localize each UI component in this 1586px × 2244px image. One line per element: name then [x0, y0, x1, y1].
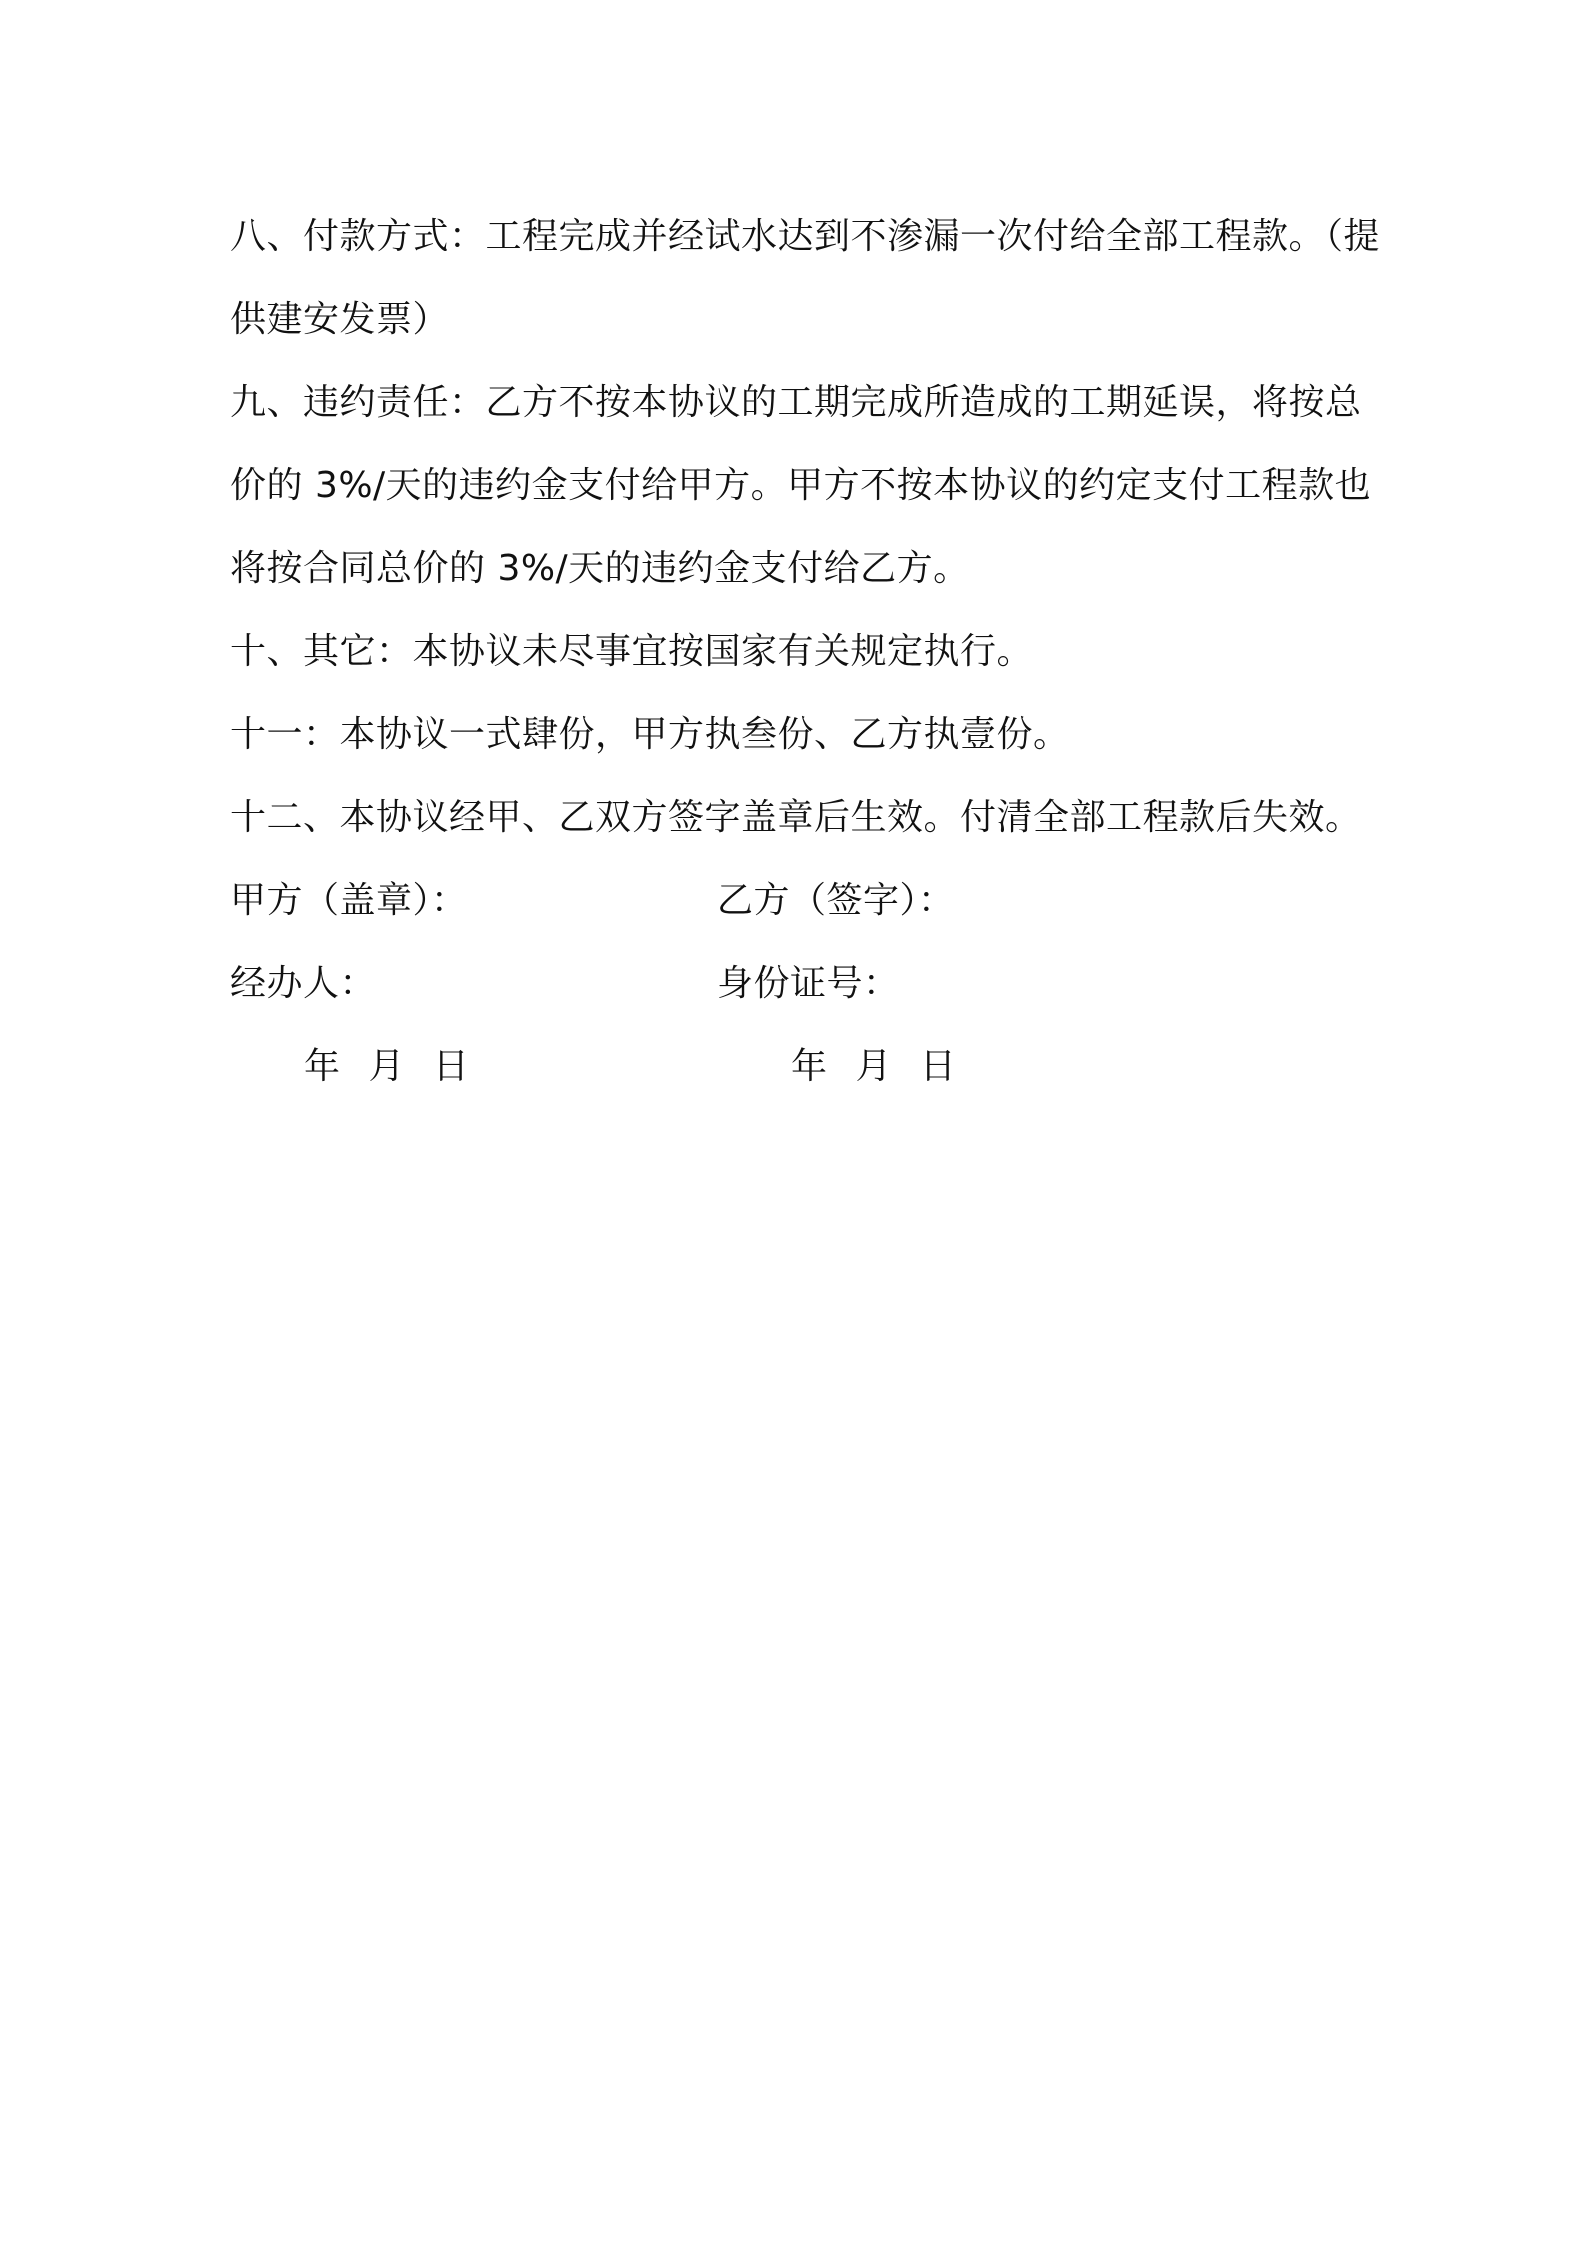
contract-body — [230, 195, 1380, 1108]
signature-row-parties — [230, 859, 1380, 942]
party-a-date: 年 月 日 — [304, 1046, 470, 1087]
id-number-label: 身份证号： — [717, 963, 900, 1004]
signature-row-dates — [230, 1025, 1380, 1108]
party-b-date: 年 月 日 — [791, 1046, 957, 1087]
party-a-seal-label: 甲方（盖章）： — [230, 880, 468, 921]
clause-breach-liability: 九、违约责任：乙方不按本协议的工期完成所造成的工期延误，将按总价的 3%/天的违约金支付给甲方。甲方不按本协议的约定支付工程款也将按合同总价的 3%/天的违约金支付给乙方。 — [230, 382, 1372, 589]
signature-row-ids — [230, 942, 1380, 1025]
handler-label: 经办人： — [230, 963, 377, 1004]
clause-other-matters: 十、其它：本协议未尽事宜按国家有关规定执行。 — [230, 631, 1034, 672]
party-b-sign-label: 乙方（签字）： — [717, 880, 955, 921]
clause-effectiveness: 十二、本协议经甲、乙双方签字盖章后生效。付清全部工程款后失效。 — [230, 797, 1362, 838]
clause-payment-method: 八、付款方式：工程完成并经试水达到不渗漏一次付给全部工程款。（提供建安发票） — [230, 216, 1381, 340]
clause-copies: 十一：本协议一式肆份，甲方执叁份、乙方执壹份。 — [230, 714, 1070, 755]
